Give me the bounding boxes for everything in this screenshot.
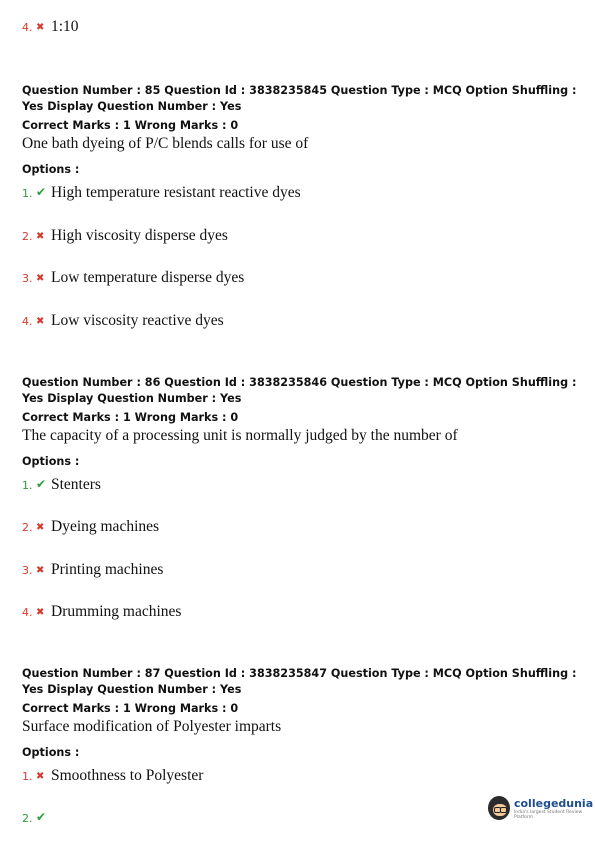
cross-icon: ✖ [36, 231, 45, 242]
question-85-text: One bath dyeing of P/C blends calls for use of [22, 135, 309, 152]
question-86-option-1 [22, 470, 101, 494]
option-text: Low viscosity reactive dyes [51, 312, 224, 329]
option-text: 1:10 [51, 18, 79, 35]
option-number: 3. [22, 272, 33, 285]
collegedunia-logo[interactable] [488, 796, 595, 820]
question-86-option-4 [22, 597, 181, 621]
question-86-option-3 [22, 555, 163, 579]
cross-icon: ✖ [36, 22, 45, 33]
question-85-option-1 [22, 178, 301, 202]
option-text: High temperature resistant reactive dyes [51, 184, 301, 201]
option-number: 3. [22, 564, 33, 577]
question-86-options-label: Options : [22, 455, 80, 468]
cross-icon: ✖ [36, 522, 45, 533]
check-icon: ✔ [36, 810, 47, 824]
cross-icon: ✖ [36, 607, 45, 618]
option-text: Printing machines [51, 561, 164, 578]
check-icon: ✔ [36, 185, 47, 199]
question-85-option-4 [22, 306, 224, 330]
question-87-text: Surface modification of Polyester imparts [22, 718, 282, 735]
option-text: High viscosity disperse dyes [51, 227, 228, 244]
option-number: 2. [22, 812, 33, 825]
question-85-option-3 [22, 263, 244, 287]
question-87-option-2 [22, 803, 51, 827]
question-86-text: The capacity of a processing unit is normally judged by the number of [22, 427, 458, 444]
option-number: 4. [22, 315, 33, 328]
option-text: Low temperature disperse dyes [51, 269, 245, 286]
question-86-option-2 [22, 512, 159, 536]
question-87-header: Question Number : 87 Question Id : 3838235847 Question Type : MCQ Option Shuffling : Yes Display Question Number : Yes [22, 667, 577, 696]
option-text: Dyeing machines [51, 518, 160, 535]
option-text: Drumming machines [51, 603, 182, 620]
cross-icon: ✖ [36, 771, 45, 782]
check-icon: ✔ [36, 477, 47, 491]
question-86-marks: Correct Marks : 1 Wrong Marks : 0 [22, 411, 239, 424]
option-number: 2. [22, 521, 33, 534]
option-number: 4. [22, 21, 33, 34]
logo-name: collegedunia [513, 796, 594, 810]
option-text: Smoothness to Polyester [51, 767, 204, 784]
question-85-options-label: Options : [22, 163, 80, 176]
option-number: 1. [22, 770, 33, 783]
question-85-option-2 [22, 221, 228, 245]
option-text: Stenters [51, 476, 101, 493]
cross-icon: ✖ [36, 565, 45, 576]
cross-icon: ✖ [36, 316, 45, 327]
cross-icon: ✖ [36, 273, 45, 284]
question-87-options-label: Options : [22, 746, 80, 759]
prev-question-option-4 [22, 12, 79, 36]
logo-tagline: India's largest Student Review Platform [513, 809, 583, 820]
option-number: 2. [22, 230, 33, 243]
question-85-header: Question Number : 85 Question Id : 3838235845 Question Type : MCQ Option Shuffling : Yes Display Question Number : Yes [22, 84, 577, 113]
option-number: 4. [22, 606, 33, 619]
question-86-header: Question Number : 86 Question Id : 3838235846 Question Type : MCQ Option Shuffling : Yes Display Question Number : Yes [22, 376, 577, 405]
question-85-marks: Correct Marks : 1 Wrong Marks : 0 [22, 119, 239, 132]
question-87-marks: Correct Marks : 1 Wrong Marks : 0 [22, 702, 239, 715]
collegedunia-logo-icon [488, 796, 510, 820]
option-number: 1. [22, 479, 33, 492]
option-number: 1. [22, 187, 33, 200]
question-87-option-1 [22, 761, 203, 785]
